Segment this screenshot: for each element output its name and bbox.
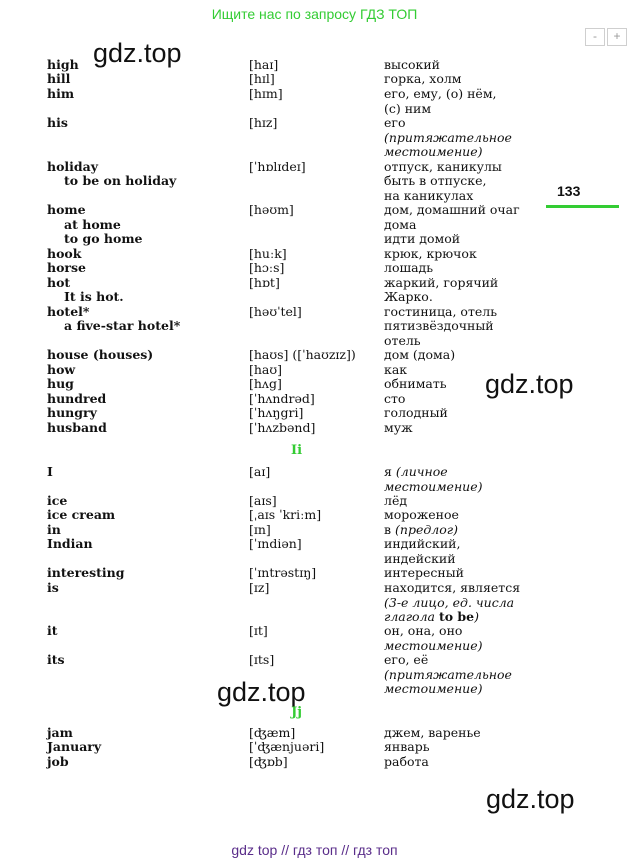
- entry-transcription: [haʊs] ([ˈhaʊzɪz]): [249, 347, 356, 362]
- footer-links[interactable]: gdz top // гдз топ // гдз топ: [231, 842, 398, 858]
- entry-word: is: [47, 580, 59, 595]
- entry-translation: джем, варенье: [384, 725, 481, 740]
- entry-translation: Жарко.: [384, 289, 433, 304]
- entry-transcription: [ˈhʌndrəd]: [249, 391, 315, 406]
- entry-word: ice: [47, 493, 68, 508]
- entry-transcription: [haʊ]: [249, 362, 283, 377]
- entry-transcription: [ɪt]: [249, 623, 268, 638]
- entry-translation: сто: [384, 391, 406, 406]
- entry-word: horse: [47, 260, 87, 275]
- entry-word: high: [47, 57, 79, 72]
- entry-translation: гостиница, отель: [384, 304, 498, 319]
- entry-word: in: [47, 522, 61, 537]
- watermark: gdz.top: [486, 784, 575, 814]
- entry-word: hot: [47, 275, 71, 290]
- entry-translation: интересный: [384, 565, 464, 580]
- entry-translation: январь: [384, 739, 430, 754]
- entry-word: it: [47, 623, 58, 638]
- entry-transcription: [hʌg]: [249, 376, 282, 391]
- entry-word: interesting: [47, 565, 125, 580]
- entry-word: holiday: [47, 159, 99, 174]
- entry-word: jam: [47, 725, 73, 740]
- entry-translation: дома: [384, 217, 417, 232]
- entry-translation: лошадь: [384, 260, 434, 275]
- entry-word: job: [47, 754, 69, 769]
- entry-phrase: It is hot.: [64, 289, 124, 304]
- entry-word: Indian: [47, 536, 93, 551]
- watermark: gdz.top: [217, 677, 306, 707]
- entry-phrase: a five-star hotel*: [64, 318, 181, 333]
- entry-transcription: [hɔːs]: [249, 260, 285, 275]
- page-number-underline: [546, 205, 619, 208]
- entry-word: its: [47, 652, 65, 667]
- entry-translation: его, её (притяжательное местоимение): [384, 652, 512, 696]
- entry-translation: высокий: [384, 57, 440, 72]
- entry-transcription: [ˈʤænjuəri]: [249, 739, 325, 754]
- entry-translation: индийский, индейский: [384, 536, 461, 566]
- entry-transcription: [hɪz]: [249, 115, 278, 130]
- entry-word: I: [47, 464, 53, 479]
- entry-translation: как: [384, 362, 408, 377]
- watermark: gdz.top: [485, 369, 574, 399]
- entry-transcription: [aɪ]: [249, 464, 271, 479]
- entry-translation: идти домой: [384, 231, 461, 246]
- entry-translation: его, ему, (о) нём, (с) ним: [384, 86, 497, 116]
- entry-transcription: [ɪts]: [249, 652, 275, 667]
- entry-word: ice cream: [47, 507, 116, 522]
- entry-word: home: [47, 202, 86, 217]
- entry-word: how: [47, 362, 76, 377]
- entry-transcription: [aɪs]: [249, 493, 277, 508]
- entry-word: hotel*: [47, 304, 90, 319]
- entry-translation: он, она, оно местоимение): [384, 623, 483, 653]
- entry-translation: работа: [384, 754, 429, 769]
- entry-translation: пятизвёздочный отель: [384, 318, 494, 348]
- entry-translation: я (личное местоимение): [384, 464, 483, 494]
- zoom-out-button[interactable]: -: [585, 28, 605, 46]
- entry-word: January: [47, 739, 102, 754]
- entry-translation: дом, домашний очаг: [384, 202, 520, 217]
- entry-transcription: [ˈɪndiən]: [249, 536, 302, 551]
- entry-transcription: [ˈhɒlɪdeɪ]: [249, 159, 306, 174]
- entry-transcription: [ɪn]: [249, 522, 271, 537]
- entry-transcription: [hɒt]: [249, 275, 280, 290]
- entry-transcription: [huːk]: [249, 246, 287, 261]
- entry-word: hug: [47, 376, 74, 391]
- watermark: gdz.top: [93, 38, 182, 68]
- entry-word: hill: [47, 71, 71, 86]
- entry-transcription: [ˈhʌzbənd]: [249, 420, 316, 435]
- entry-transcription: [hɪm]: [249, 86, 283, 101]
- entry-translation: жаркий, горячий: [384, 275, 499, 290]
- entry-transcription: [hɪl]: [249, 71, 275, 86]
- entry-transcription: [haɪ]: [249, 57, 279, 72]
- entry-translation: горка, холм: [384, 71, 462, 86]
- entry-word: hungry: [47, 405, 97, 420]
- entry-translation: голодный: [384, 405, 448, 420]
- entry-phrase: at home: [64, 217, 121, 232]
- entry-translation: отпуск, каникулы: [384, 159, 502, 174]
- entry-word: husband: [47, 420, 107, 435]
- entry-transcription: [həʊˈtel]: [249, 304, 302, 319]
- entry-translation: обнимать: [384, 376, 447, 391]
- entry-translation: мороженое: [384, 507, 459, 522]
- entry-transcription: [ˈɪntrəstɪŋ]: [249, 565, 317, 580]
- entry-translation: лёд: [384, 493, 408, 508]
- section-letter-i: Ii: [290, 443, 303, 458]
- entry-transcription: [ˌaɪs ˈkriːm]: [249, 507, 322, 522]
- search-banner[interactable]: Ищите нас по запросу ГДЗ ТОП: [211, 6, 418, 22]
- entry-word: hundred: [47, 391, 107, 406]
- entry-word: him: [47, 86, 75, 101]
- zoom-controls: [585, 28, 629, 46]
- entry-phrase: to go home: [64, 231, 143, 246]
- entry-transcription: [ʤæm]: [249, 725, 296, 740]
- entry-translation: находится, является (3-е лицо, ед. числа глагола to be): [384, 580, 521, 624]
- entry-translation: дом (дома): [384, 347, 456, 362]
- zoom-in-button[interactable]: +: [607, 28, 627, 46]
- page-number: 133: [557, 183, 581, 199]
- section-letter-j: Jj: [291, 705, 302, 720]
- entry-translation: быть в отпуске, на каникулах: [384, 173, 487, 203]
- entry-transcription: [ɪz]: [249, 580, 270, 595]
- entry-phrase: to be on holiday: [64, 173, 177, 188]
- entry-word: his: [47, 115, 68, 130]
- entry-word: hook: [47, 246, 82, 261]
- entry-transcription: [ˈhʌŋgri]: [249, 405, 304, 420]
- entry-translation: его (притяжательное местоимение): [384, 115, 512, 159]
- entry-translation: крюк, крючок: [384, 246, 477, 261]
- entry-word: house (houses): [47, 347, 154, 362]
- entry-translation: муж: [384, 420, 413, 435]
- entry-transcription: [həʊm]: [249, 202, 294, 217]
- entry-translation: в (предлог): [384, 522, 458, 537]
- entry-transcription: [ʤɒb]: [249, 754, 288, 769]
